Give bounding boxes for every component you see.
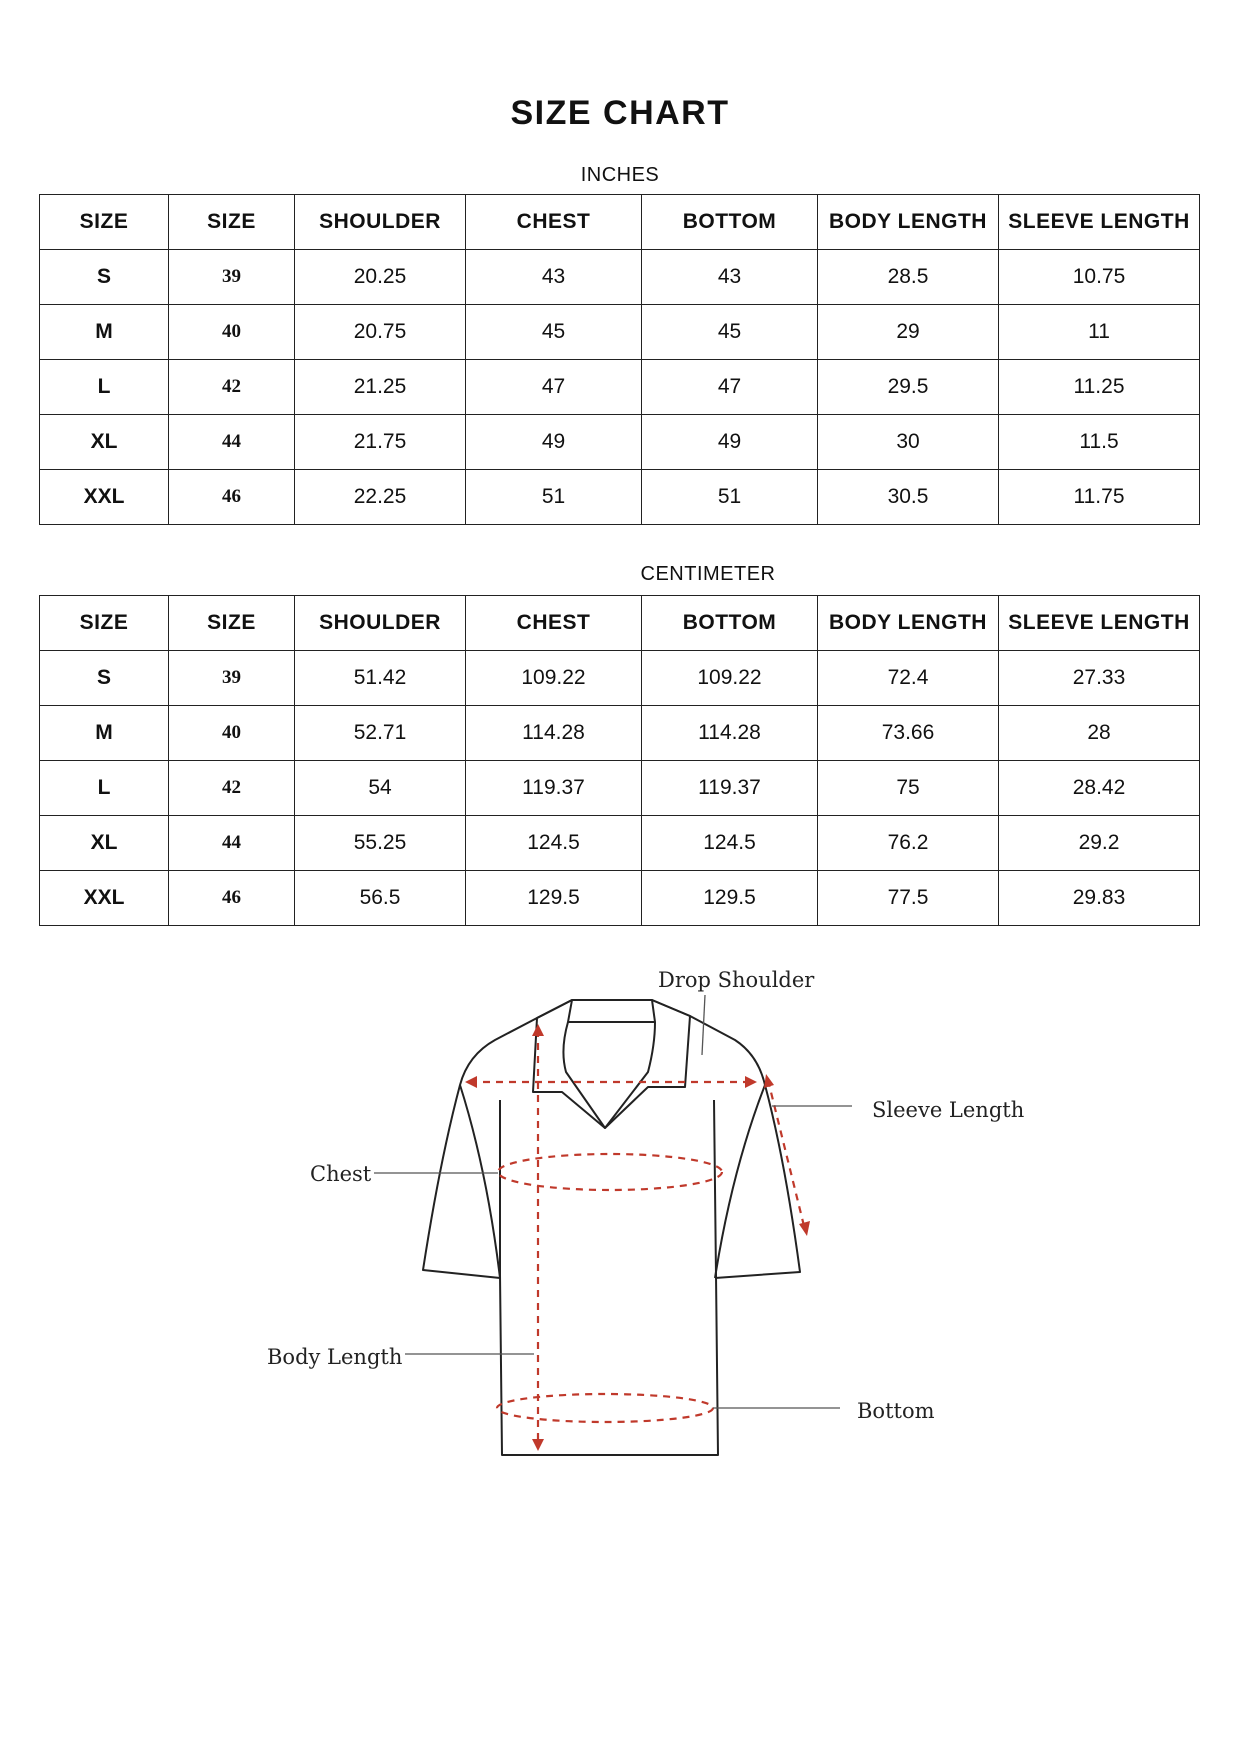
- table-row: [40, 706, 1200, 761]
- table-cell: 72.4: [818, 651, 999, 706]
- arrowhead-icon: [465, 1076, 477, 1088]
- sleeve-length-measure-line: [768, 1080, 805, 1230]
- table-cell: 10.75: [999, 250, 1200, 305]
- table-cell: 28.42: [999, 761, 1200, 816]
- right-lapel: [605, 1000, 690, 1128]
- table-cell: 29: [818, 305, 999, 360]
- inches-size-table: [39, 194, 1200, 525]
- table-cell: 51: [642, 470, 818, 525]
- table-cell: 43: [642, 250, 818, 305]
- shirt-measurement-diagram: [0, 950, 1240, 1470]
- table-cell: XL: [40, 816, 169, 871]
- body-length-label: Body Length: [267, 1345, 403, 1369]
- right-sleeve-outline: [652, 1000, 800, 1278]
- table-row: [40, 470, 1200, 525]
- page-title: SIZE CHART: [510, 94, 730, 132]
- table-row: [40, 415, 1200, 470]
- table-cell: 40: [169, 305, 295, 360]
- left-sleeve-outline: [423, 1000, 572, 1278]
- table-cell: 119.37: [466, 761, 642, 816]
- collar-neck-opening: [563, 1022, 655, 1128]
- table-cell: 54: [295, 761, 466, 816]
- table-cell: 40: [169, 706, 295, 761]
- table-cell: 29.2: [999, 816, 1200, 871]
- right-armhole-line: [715, 1085, 765, 1278]
- table-cell: 109.22: [466, 651, 642, 706]
- table-cell: 75: [818, 761, 999, 816]
- table-cell: 21.75: [295, 415, 466, 470]
- table-cell: M: [40, 706, 169, 761]
- table-cell: 44: [169, 816, 295, 871]
- column-header: BOTTOM: [642, 195, 818, 250]
- table-cell: 20.25: [295, 250, 466, 305]
- table-cell: 43: [466, 250, 642, 305]
- collar-band: [568, 1000, 655, 1022]
- table-row: [40, 871, 1200, 926]
- table-cell: 49: [466, 415, 642, 470]
- table-cell: 45: [466, 305, 642, 360]
- leader-lines: [374, 995, 852, 1408]
- left-armhole-line: [460, 1085, 500, 1278]
- table-row: [40, 250, 1200, 305]
- table-cell: 42: [169, 360, 295, 415]
- table-header-row: [40, 596, 1200, 651]
- table-cell: 28.5: [818, 250, 999, 305]
- table-row: [40, 816, 1200, 871]
- column-header: CHEST: [466, 195, 642, 250]
- centimeter-caption: CENTIMETER: [640, 563, 776, 585]
- column-header: SIZE: [40, 195, 169, 250]
- table-cell: 47: [466, 360, 642, 415]
- shirt-outline: [423, 1000, 800, 1455]
- table-cell: 119.37: [642, 761, 818, 816]
- table-cell: 124.5: [466, 816, 642, 871]
- chest-measure-ellipse: [498, 1154, 722, 1190]
- table-cell: 49: [642, 415, 818, 470]
- table-cell: S: [40, 250, 169, 305]
- column-header: SLEEVE LENGTH: [999, 195, 1200, 250]
- chest-label: Chest: [310, 1162, 372, 1186]
- arrowhead-icon: [532, 1024, 544, 1036]
- column-header: BODY LENGTH: [818, 195, 999, 250]
- table-row: [40, 761, 1200, 816]
- table-cell: 51: [466, 470, 642, 525]
- table-cell: 39: [169, 250, 295, 305]
- arrowhead-icon: [764, 1074, 774, 1088]
- table-row: [40, 305, 1200, 360]
- column-header: SIZE: [169, 195, 295, 250]
- drop-shoulder-label: Drop Shoulder: [658, 968, 815, 992]
- arrowhead-icon: [532, 1439, 544, 1451]
- table-cell: 30.5: [818, 470, 999, 525]
- column-header: SIZE: [40, 596, 169, 651]
- table-cell: XXL: [40, 470, 169, 525]
- shirt-body-outline: [500, 1100, 718, 1455]
- table-cell: 46: [169, 871, 295, 926]
- measurement-guides: [470, 1030, 805, 1445]
- table-cell: 52.71: [295, 706, 466, 761]
- table-cell: 20.75: [295, 305, 466, 360]
- table-cell: S: [40, 651, 169, 706]
- table-row: [40, 360, 1200, 415]
- arrowhead-icon: [745, 1076, 757, 1088]
- arrowhead-icon: [799, 1221, 810, 1236]
- bottom-label: Bottom: [857, 1399, 935, 1423]
- table-cell: 27.33: [999, 651, 1200, 706]
- table-cell: 129.5: [466, 871, 642, 926]
- table-cell: 42: [169, 761, 295, 816]
- table-cell: L: [40, 761, 169, 816]
- table-cell: 29.83: [999, 871, 1200, 926]
- table-cell: 76.2: [818, 816, 999, 871]
- centimeter-size-table: [39, 595, 1200, 926]
- column-header: SHOULDER: [295, 596, 466, 651]
- table-cell: 114.28: [466, 706, 642, 761]
- table-cell: XL: [40, 415, 169, 470]
- table-cell: 114.28: [642, 706, 818, 761]
- column-header: BODY LENGTH: [818, 596, 999, 651]
- column-header: CHEST: [466, 596, 642, 651]
- table-cell: 29.5: [818, 360, 999, 415]
- column-header: SIZE: [169, 596, 295, 651]
- drop-shoulder-leader: [702, 995, 705, 1055]
- table-row: [40, 651, 1200, 706]
- table-cell: 11: [999, 305, 1200, 360]
- table-cell: M: [40, 305, 169, 360]
- measure-arrowheads: [465, 1024, 810, 1451]
- table-cell: 11.25: [999, 360, 1200, 415]
- table-cell: L: [40, 360, 169, 415]
- column-header: SLEEVE LENGTH: [999, 596, 1200, 651]
- table-cell: 47: [642, 360, 818, 415]
- table-cell: 44: [169, 415, 295, 470]
- table-cell: 39: [169, 651, 295, 706]
- table-cell: 46: [169, 470, 295, 525]
- table-cell: 11.75: [999, 470, 1200, 525]
- table-cell: 109.22: [642, 651, 818, 706]
- table-cell: 56.5: [295, 871, 466, 926]
- table-cell: 73.66: [818, 706, 999, 761]
- table-cell: 45: [642, 305, 818, 360]
- bottom-measure-ellipse: [497, 1394, 713, 1422]
- table-cell: XXL: [40, 871, 169, 926]
- sleeve-length-label: Sleeve Length: [872, 1098, 1025, 1122]
- table-cell: 77.5: [818, 871, 999, 926]
- table-cell: 21.25: [295, 360, 466, 415]
- column-header: BOTTOM: [642, 596, 818, 651]
- table-cell: 124.5: [642, 816, 818, 871]
- table-cell: 55.25: [295, 816, 466, 871]
- table-cell: 30: [818, 415, 999, 470]
- table-header-row: [40, 195, 1200, 250]
- column-header: SHOULDER: [295, 195, 466, 250]
- table-cell: 11.5: [999, 415, 1200, 470]
- table-cell: 28: [999, 706, 1200, 761]
- table-cell: 129.5: [642, 871, 818, 926]
- table-cell: 22.25: [295, 470, 466, 525]
- inches-caption: INCHES: [580, 164, 660, 186]
- table-cell: 51.42: [295, 651, 466, 706]
